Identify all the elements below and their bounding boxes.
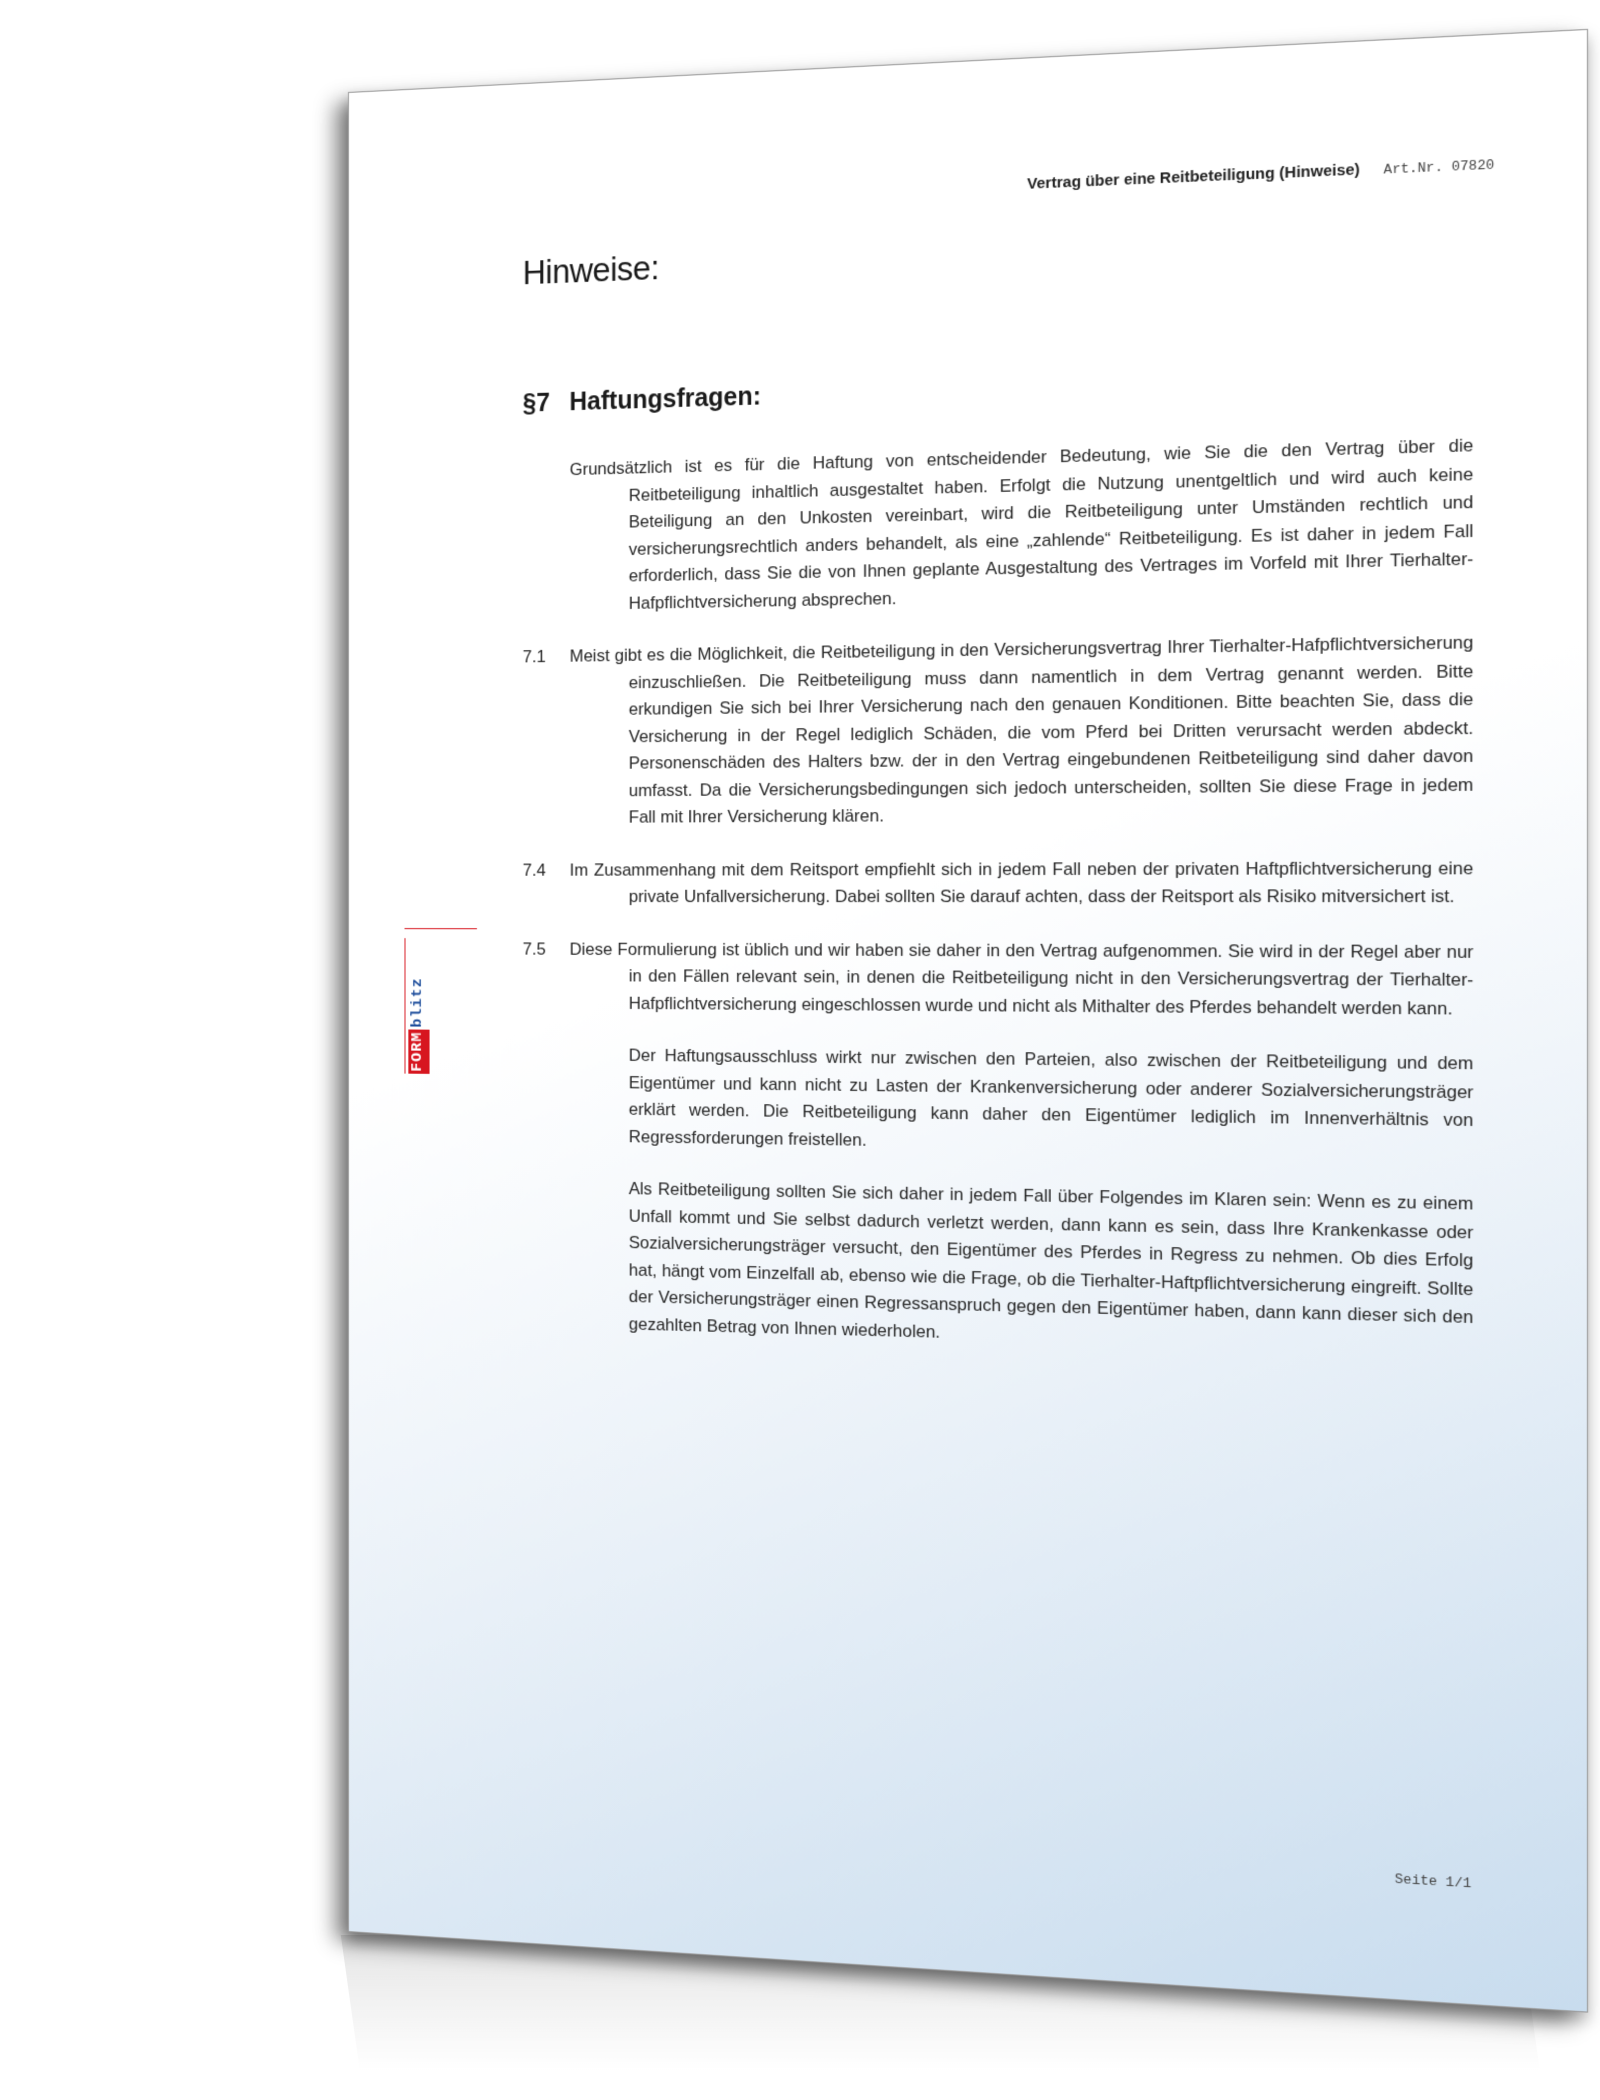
paragraph-7-1 [523, 629, 1474, 832]
paragraph-intro [523, 432, 1474, 619]
paragraph-7-5-haftungsausschluss [523, 1042, 1474, 1164]
document-body [523, 432, 1474, 1387]
paragraph-text: Als Reitbeteiligung sollten Sie sich daher in jedem Fall über Folgendes im Klaren sein: Wenn es zu einem Unfall kommt und Sie selbst dadurch verletzt werden, dann kann es sein, dass Ihre Krankenkasse oder Sozialversicherungsträger versucht, den Eigentümer des Pferdes in Regress zu nehmen. Ob dies Erfolg hat, hängt vom Einzelfall ab, ebenso wie die Frage, ob die Tierhalter-Haftpflichtversicherung eingreift. Sollte der Versicherungsträger einen Regressanspruch gegen den Eigentümer haben, dann kann dieser sich den gezahlten Betrag von Ihnen wiederholen. [628, 1178, 1474, 1342]
article-number: Art.Nr. 07820 [1383, 156, 1495, 178]
page-number: Seite 1/1 [1394, 1871, 1472, 1892]
paragraph-text: Grundsätzlich ist es für die Haftung von entscheidender Bedeutung, wie Sie die den Vertrag über die Reitbeteiligung inhaltlich ausgestaltet haben. Erfolgt die Nutzung unentgeltlich und wird auch keine Beteiligung an den Unkosten vereinbart, wird die Reitbeteiligung unter Umständen rechtlich und versicherungsrechtlich anders behandelt, als eine „zahlende“ Reitbeteiligung. Es ist daher in jedem Fall erforderlich, dass Sie die von Ihnen geplante Ausgestaltung des Vertrages im Vorfeld mit Ihrer Tierhalter-Hafpflichtversicherung absprechen. [569, 435, 1474, 613]
paragraph-7-5-regress [523, 1174, 1474, 1361]
logo-rule [405, 928, 477, 929]
section-number: §7 [522, 388, 550, 418]
paragraph-text: Im Zusammenhang mit dem Reitsport empfiehlt sich in jedem Fall neben der privaten Haftpflichtversicherung eine private Unfallversicherung. Dabei sollten Sie darauf achten, dass der Reitsport als Risiko mitversichert ist. [569, 857, 1474, 907]
logo-form-text: FORM [408, 1029, 429, 1073]
paragraph-number: 7.4 [522, 860, 546, 880]
section-title: Haftungsfragen: [569, 381, 762, 417]
paragraph-7-5 [523, 936, 1474, 1023]
page-header [1027, 155, 1494, 193]
logo-text [408, 938, 429, 1074]
section-heading [523, 382, 761, 419]
header-title: Vertrag über eine Reitbeteiligung (Hinweise) [1027, 160, 1360, 193]
paragraph-text: Diese Formulierung ist üblich und wir haben sie daher in den Vertrag aufgenommen. Sie wird in der Regel aber nur in den Fällen relevant sein, in denen die Reitbeteiligung nicht in den Versicherungsvertrag der Tierhalter-Hafpflichtversicherung eingeschlossen wurde und nicht als Mithalter des Pferdes behandelt werden kann. [569, 939, 1474, 1019]
paragraph-text: Der Haftungsausschluss wirkt nur zwischen den Parteien, also zwischen der Reitbeteiligung und dem Eigentümer und kann nicht zu Lasten der Krankenversicherung oder anderer Sozialversicherungsträger erklärt werden. Die Reitbeteiligung kann daher den Eigentümer lediglich im Innenverhältnis von Regressforderungen freistellen. [628, 1045, 1474, 1150]
paragraph-number: 7.5 [522, 938, 546, 959]
paragraph-text: Meist gibt es die Möglichkeit, die Reitbeteiligung in den Versicherungsvertrag Ihrer Tierhalter-Hafpflichtversicherung einzuschließen. Die Reitbeteiligung muss dann namentlich in dem Vertrag genannt werden. Bitte erkundigen Sie sich bei Ihrer Versicherung nach den genauen Konditionen. Bitte beachten Sie, dass die Versicherung in der Regel lediglich Schäden, die vom Pferd bei Dritten verursacht werden abdeckt. Personenschäden des Halters bzw. der in den Vertrag eingebundenen Reitbeteiligung sind daher davon umfasst. Da die Versicherungsbedingungen sich jedoch unterscheiden, sollten Sie diese Frage in jedem Fall mit Ihrer Versicherung klären. [569, 632, 1474, 827]
document-page [348, 29, 1588, 2013]
paragraph-7-4 [523, 854, 1474, 911]
logo-blitz-text: blitz [409, 977, 426, 1028]
document-title: Hinweise: [522, 248, 659, 292]
paragraph-number: 7.1 [522, 646, 546, 667]
formblitz-logo [405, 938, 427, 1074]
